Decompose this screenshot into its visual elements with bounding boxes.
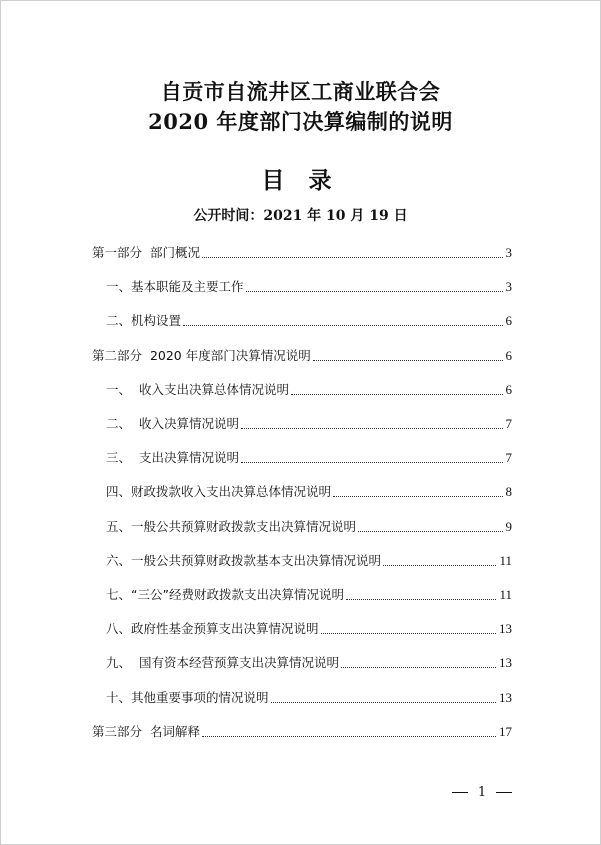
toc-entry-label: 第二部分 2020 年度部门决算情况说明 bbox=[92, 347, 311, 363]
toc-entry[interactable] bbox=[106, 276, 512, 296]
toc-entry-page: 6 bbox=[505, 313, 512, 329]
toc-leader-dots bbox=[341, 666, 496, 668]
toc-entry[interactable] bbox=[92, 721, 512, 741]
toc-entry[interactable] bbox=[106, 687, 512, 707]
toc-leader-dots bbox=[333, 495, 502, 497]
toc-entry-page: 17 bbox=[499, 723, 512, 739]
toc-entry-label: 二、 收入决算情况说明 bbox=[106, 416, 239, 431]
toc-leader-dots bbox=[291, 393, 503, 395]
toc-leader-dots bbox=[346, 598, 497, 600]
toc-entry-label: 七、“三公”经费财政拨款支出决算情况说明 bbox=[106, 587, 344, 602]
toc-entry[interactable] bbox=[106, 310, 512, 330]
toc-entry-page: 11 bbox=[499, 587, 512, 602]
toc-entry-page: 3 bbox=[505, 279, 512, 295]
toc-entry-label: 五、一般公共预算财政拨款支出决算情况说明 bbox=[106, 518, 357, 534]
toc-entry-page: 13 bbox=[499, 655, 512, 671]
toc-leader-dots bbox=[271, 701, 496, 703]
toc-entry-label: 第一部分 部门概况 bbox=[92, 245, 200, 260]
toc-entry[interactable] bbox=[106, 618, 512, 638]
toc-entry-label: 十、其他重要事项的情况说明 bbox=[106, 689, 269, 705]
toc-leader-dots bbox=[202, 256, 503, 258]
toc-entry[interactable] bbox=[106, 584, 512, 604]
toc-leader-dots bbox=[383, 564, 496, 566]
toc-entry-label: 四、财政拨款收入支出决算总体情况说明 bbox=[106, 484, 332, 500]
toc-entry-page: 8 bbox=[505, 484, 512, 500]
toc-entry-page: 7 bbox=[505, 450, 512, 466]
toc-entry-page: 13 bbox=[499, 621, 512, 637]
toc-entry-page: 11 bbox=[499, 552, 512, 568]
toc-leader-dots bbox=[313, 359, 503, 361]
toc-entry-label: 八、政府性基金预算支出决算情况说明 bbox=[106, 621, 319, 637]
toc-entry[interactable] bbox=[106, 413, 512, 433]
toc-leader-dots bbox=[358, 530, 502, 532]
toc-leader-dots bbox=[321, 632, 496, 634]
toc-entry-page: 3 bbox=[505, 245, 512, 260]
toc-entry-label: 九、 国有资本经营预算支出决算情况说明 bbox=[106, 655, 339, 671]
toc-entry[interactable] bbox=[106, 516, 512, 536]
toc-entry-label: 二、机构设置 bbox=[106, 313, 182, 329]
toc-entry-page: 6 bbox=[505, 381, 512, 397]
toc-entry-label: 一、 收入支出决算总体情况说明 bbox=[106, 381, 289, 397]
page-footer bbox=[452, 783, 512, 801]
toc-entry-label: 一、基本职能及主要工作 bbox=[106, 279, 244, 295]
toc-leader-dots bbox=[202, 735, 496, 737]
toc-heading: 目 录 bbox=[261, 167, 340, 194]
document-title-line-2: 2020 年度部门决算编制的说明 bbox=[148, 109, 453, 134]
publish-date: 公开时间：2021 年 10 月 19 日 bbox=[193, 208, 408, 224]
toc-entry[interactable] bbox=[92, 345, 512, 365]
toc-entry-page: 9 bbox=[505, 518, 512, 534]
toc-entry-page: 13 bbox=[499, 689, 512, 705]
toc-entry-label: 三、 支出决算情况说明 bbox=[106, 450, 239, 466]
toc-leader-dots bbox=[183, 324, 502, 326]
toc-entry[interactable] bbox=[106, 652, 512, 672]
toc-leader-dots bbox=[246, 290, 503, 292]
toc-entry-label: 第三部分 名词解释 bbox=[92, 723, 200, 739]
toc-entry[interactable] bbox=[106, 481, 512, 501]
footer-dash-right bbox=[496, 792, 512, 793]
toc-leader-dots bbox=[241, 461, 503, 463]
toc-entry[interactable] bbox=[92, 242, 512, 262]
toc-entry-page: 7 bbox=[505, 416, 512, 431]
toc-entry[interactable] bbox=[106, 447, 512, 467]
toc-entry[interactable] bbox=[106, 550, 512, 570]
toc-entry[interactable] bbox=[106, 379, 512, 399]
toc-entry-label: 六、一般公共预算财政拨款基本支出决算情况说明 bbox=[106, 552, 382, 568]
footer-dash-left bbox=[452, 792, 468, 793]
page-number: 1 bbox=[477, 784, 487, 800]
document-title-line-1: 自贡市自流井区工商业联合会 bbox=[160, 79, 441, 104]
toc-entry-page: 6 bbox=[505, 347, 512, 363]
toc-leader-dots bbox=[241, 427, 503, 429]
